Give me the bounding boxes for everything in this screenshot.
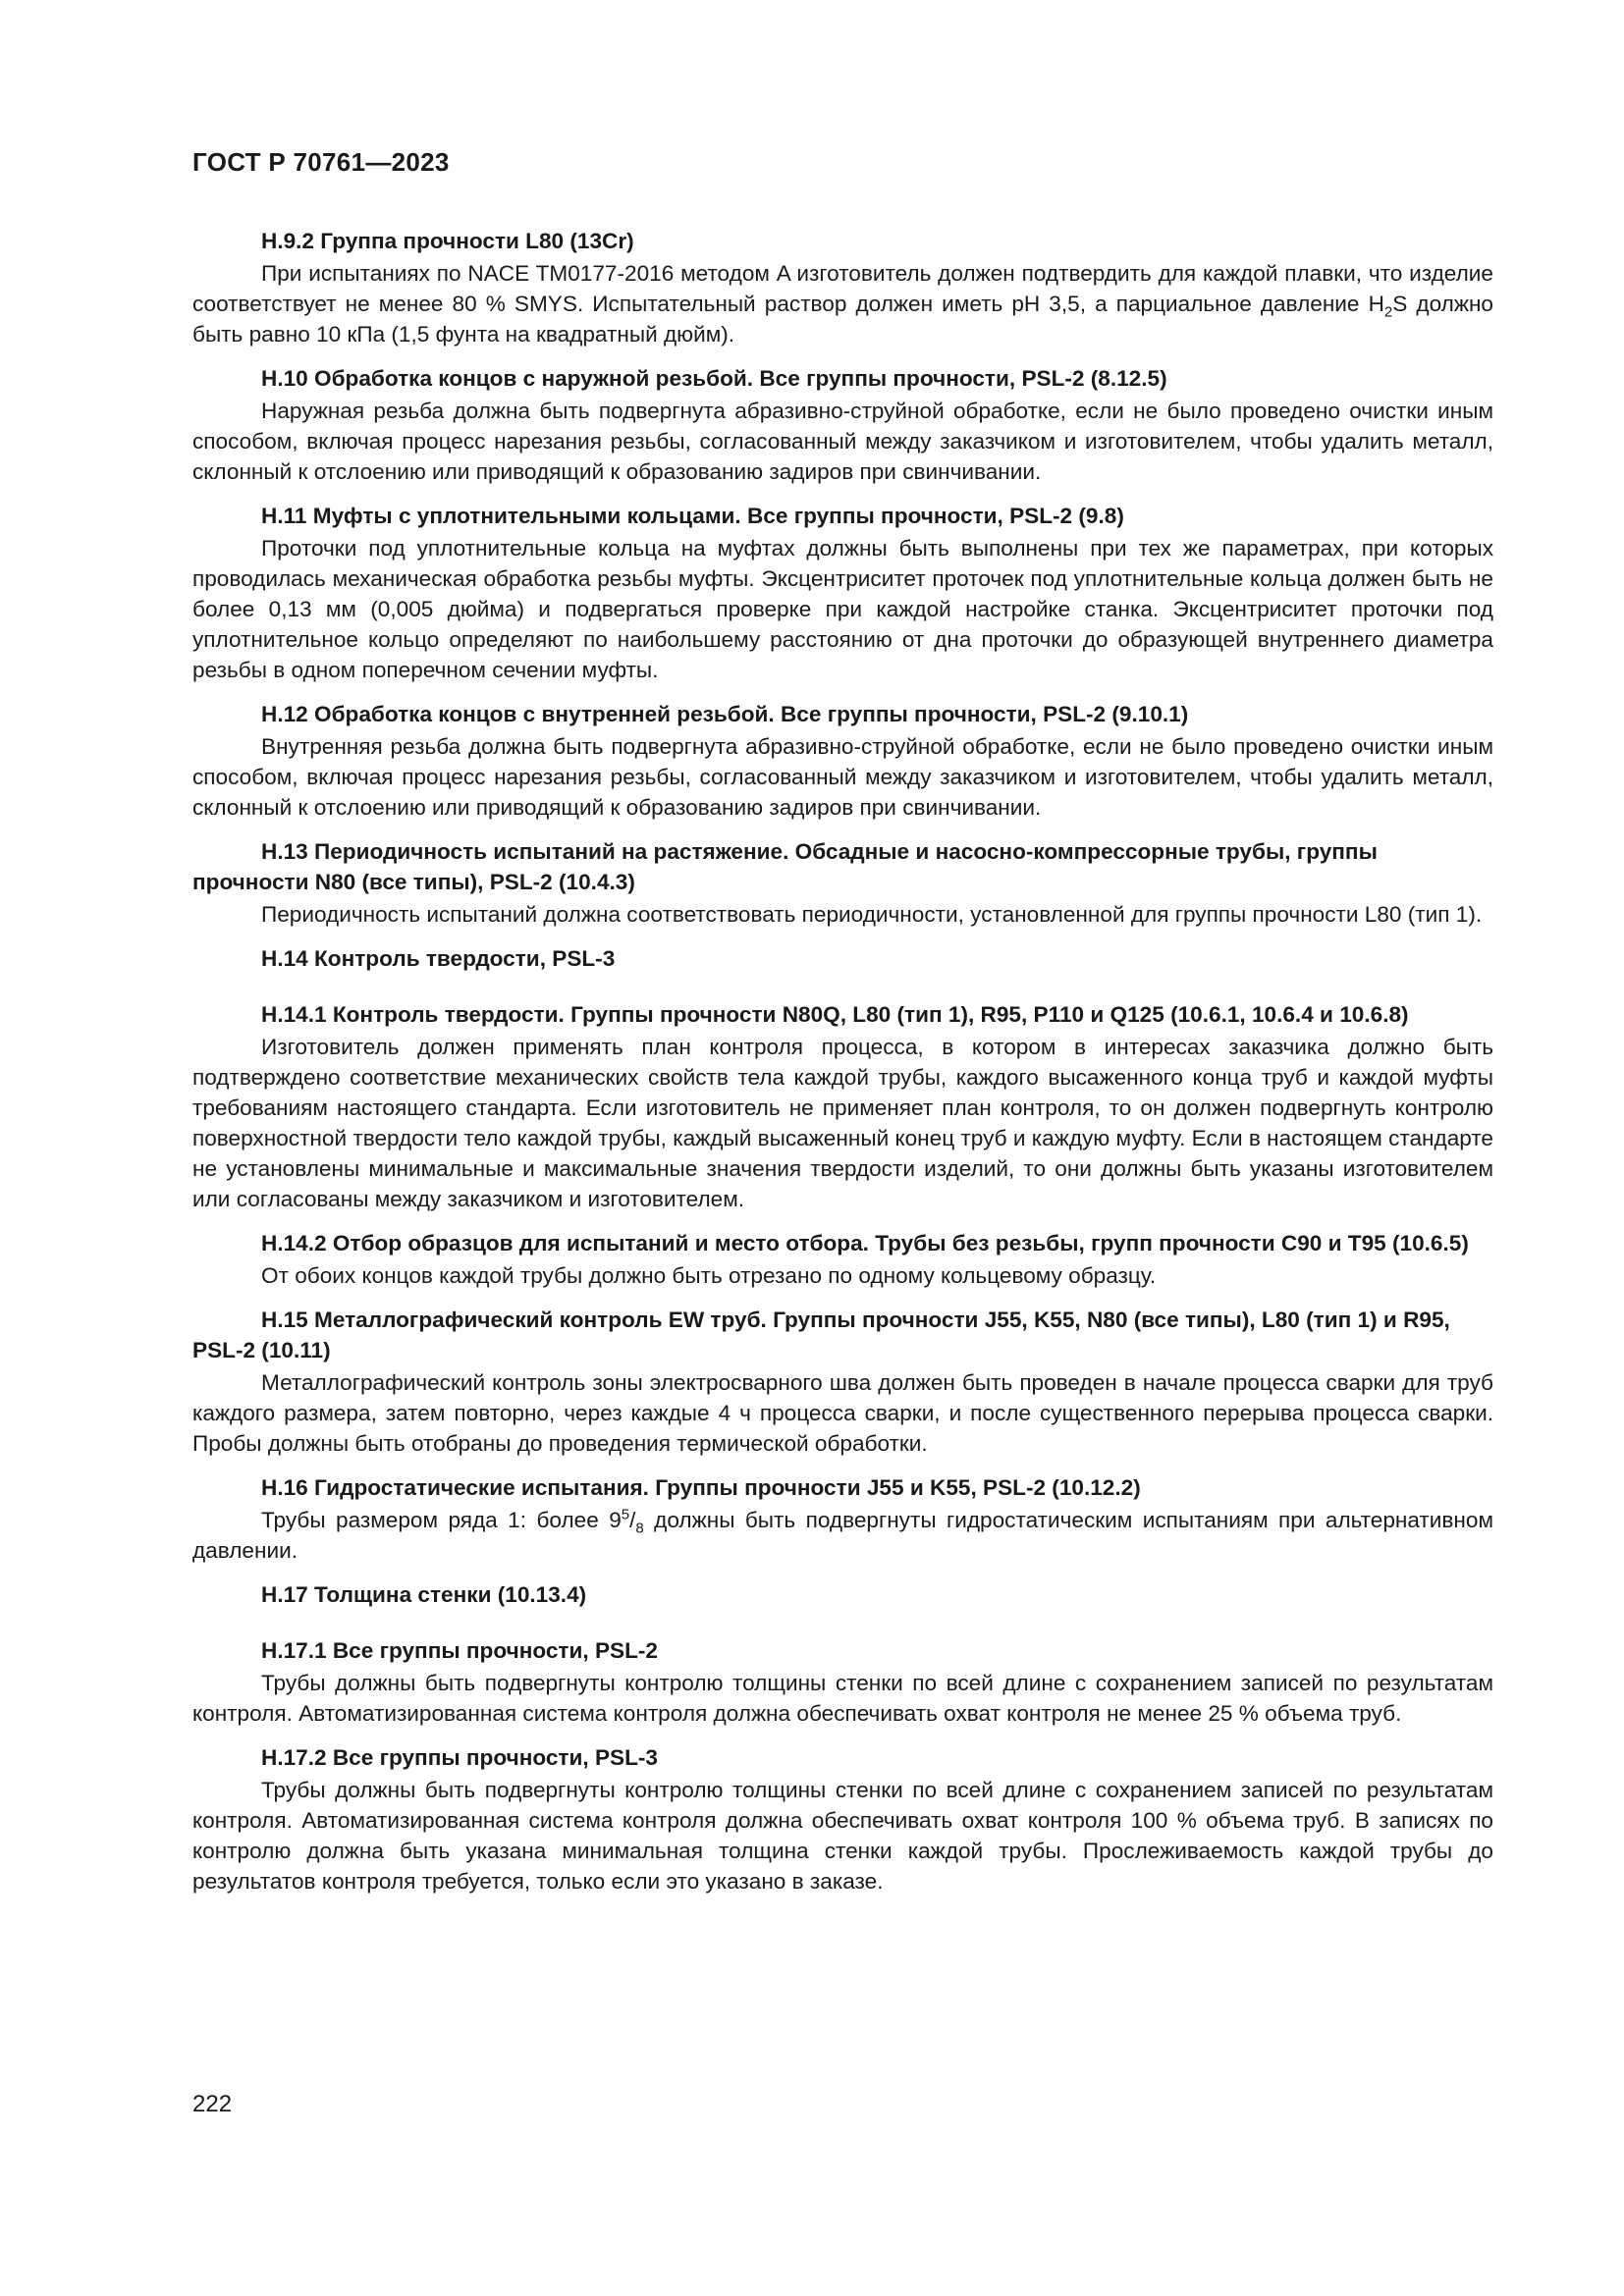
section-h14-2-text: От обоих концов каждой трубы должно быть отрезано по одному кольцевому образцу.: [261, 1263, 1157, 1288]
section-h9-2-text-start: При испытаниях по NACE TM0177-2016 методом A изготовитель должен подтвердить для каждой плавки, что изделие соответствует не менее 80 % SMYS. Испытательный раствор должен иметь pH 3,5, а парциальное давление H: [192, 261, 1493, 316]
section-h11-title: Н.11 Муфты с уплотнительными кольцами. Все группы прочности, PSL-2 (9.8): [261, 504, 1124, 528]
document-body: [192, 226, 1493, 1896]
section-h14-1-text: Изготовитель должен применять план контроля процесса, в котором в интересах заказчика должно быть подтверждено соответствие механических свойств тела каждой трубы, каждого высаженного конца труб и каждой муфты требованиям настоящего стандарта. Если изготовитель не применяет план контроля, то он должен подвергнуть контролю поверхностной твердости тело каждой трубы, каждый высаженный конец труб и каждую муфту. Если в настоящем стандарте не установлены минимальные и максимальные значения твердости изделий, то они должны быть указаны изготовителем или согласованы между заказчиком и изготовителем.: [192, 1035, 1493, 1211]
section-h17-2-title: Н.17.2 Все группы прочности, PSL-3: [261, 1745, 658, 1770]
section-h14-title: Н.14 Контроль твердости, PSL-3: [261, 946, 616, 971]
section-h17-title: Н.17 Толщина стенки (10.13.4): [261, 1582, 587, 1607]
section-h14-1-title: Н.14.1 Контроль твердости. Группы прочности N80Q, L80 (тип 1), R95, P110 и Q125 (10.6.1, 10.6.4 и 10.6.8): [261, 1002, 1409, 1027]
section-h9-2-text: [192, 258, 1493, 349]
section-h15-title: Н.15 Металлографический контроль EW труб. Группы прочности J55, K55, N80 (все типы), L80 (тип 1) и R95, PSL-2 (10.11): [192, 1308, 1450, 1362]
section-h13-text: Периодичность испытаний должна соответствовать периодичности, установленной для группы прочности L80 (тип 1).: [261, 902, 1483, 927]
subscript-2: 2: [1383, 303, 1393, 321]
superscript-5: 5: [621, 1506, 630, 1523]
document-code: ГОСТ Р 70761—2023: [192, 147, 450, 177]
section-h16-title: Н.16 Гидростатические испытания. Группы прочности J55 и K55, PSL-2 (10.12.2): [261, 1475, 1141, 1500]
section-h14-2-title: Н.14.2 Отбор образцов для испытаний и место отбора. Трубы без резьбы, групп прочности C90 и T95 (10.6.5): [261, 1231, 1469, 1255]
section-h17-1-title: Н.17.1 Все группы прочности, PSL-2: [261, 1638, 658, 1663]
section-h12-title: Н.12 Обработка концов с внутренней резьбой. Все группы прочности, PSL-2 (9.10.1): [261, 702, 1189, 726]
section-h16-text-start: Трубы размером ряда 1: более 9: [261, 1508, 622, 1532]
section-h17-2-text: Трубы должны быть подвергнуты контролю толщины стенки по всей длине с сохранением записей по результатам контроля. Автоматизированная система контроля должна обеспечивать охват контроля 100 % объема труб. В записях по контролю должна быть указана минимальная толщина стенки каждой трубы. Прослеживаемость каждой трубы до результатов контроля требуется, только если это указано в заказе.: [192, 1778, 1493, 1894]
section-h16-text-end: должны быть подвергнуты гидростатическим испытаниям при альтернативном давлении.: [192, 1508, 1493, 1563]
section-h12-text: Внутренняя резьба должна быть подвергнута абразивно-струйной обработке, если не было проведено очистки иным способом, включая процесс нарезания резьбы, согласованный между заказчиком и изготовителем, чтобы удалить металл, склонный к отслоению или приводящий к образованию задиров при свинчивании.: [192, 734, 1493, 820]
fraction-slash: /: [629, 1508, 636, 1532]
page-number: 222: [192, 2091, 233, 2117]
section-h10-text: Наружная резьба должна быть подвергнута абразивно-струйной обработке, если не было проведено очистки иным способом, включая процесс нарезания резьбы, согласованный между заказчиком и изготовителем, чтобы удалить металл, склонный к отслоению или приводящий к образованию задиров при свинчивании.: [192, 399, 1493, 484]
subscript-8: 8: [635, 1520, 644, 1537]
section-h10-title: Н.10 Обработка концов с наружной резьбой. Все группы прочности, PSL-2 (8.12.5): [261, 366, 1167, 391]
section-h16-text: [192, 1505, 1493, 1566]
section-h11-text: Проточки под уплотнительные кольца на муфтах должны быть выполнены при тех же параметрах, при которых проводилась механическая обработка резьбы муфты. Эксцентриситет проточек под уплотнительные кольца должен быть не более 0,13 мм (0,005 дюйма) и подвергаться проверке при каждой настройке станка. Эксцентриситет проточки под уплотнительное кольцо определяют по наибольшему расстоянию от дна проточки до образующей внутреннего диаметра резьбы в одном поперечном сечении муфты.: [192, 536, 1493, 682]
section-h9-2-text-end: S должно быть равно 10 кПа (1,5 фунта на квадратный дюйм).: [192, 292, 1493, 347]
section-h17-1-text: Трубы должны быть подвергнуты контролю толщины стенки по всей длине с сохранением записей по результатам контроля. Автоматизированная система контроля должна обеспечивать охват контроля не менее 25 % объема труб.: [192, 1671, 1493, 1726]
section-h15-text: Металлографический контроль зоны электросварного шва должен быть проведен в начале процесса сварки для труб каждого размера, затем повторно, через каждые 4 ч процесса сварки, и после существенного перерыва процесса сварки. Пробы должны быть отобраны до проведения термической обработки.: [192, 1370, 1493, 1456]
section-h9-2-title: Н.9.2 Группа прочности L80 (13Cr): [261, 229, 634, 253]
section-h13-title: Н.13 Периодичность испытаний на растяжение. Обсадные и насосно-компрессорные трубы, группы прочности N80 (все типы), PSL-2 (10.4.3): [192, 839, 1378, 894]
